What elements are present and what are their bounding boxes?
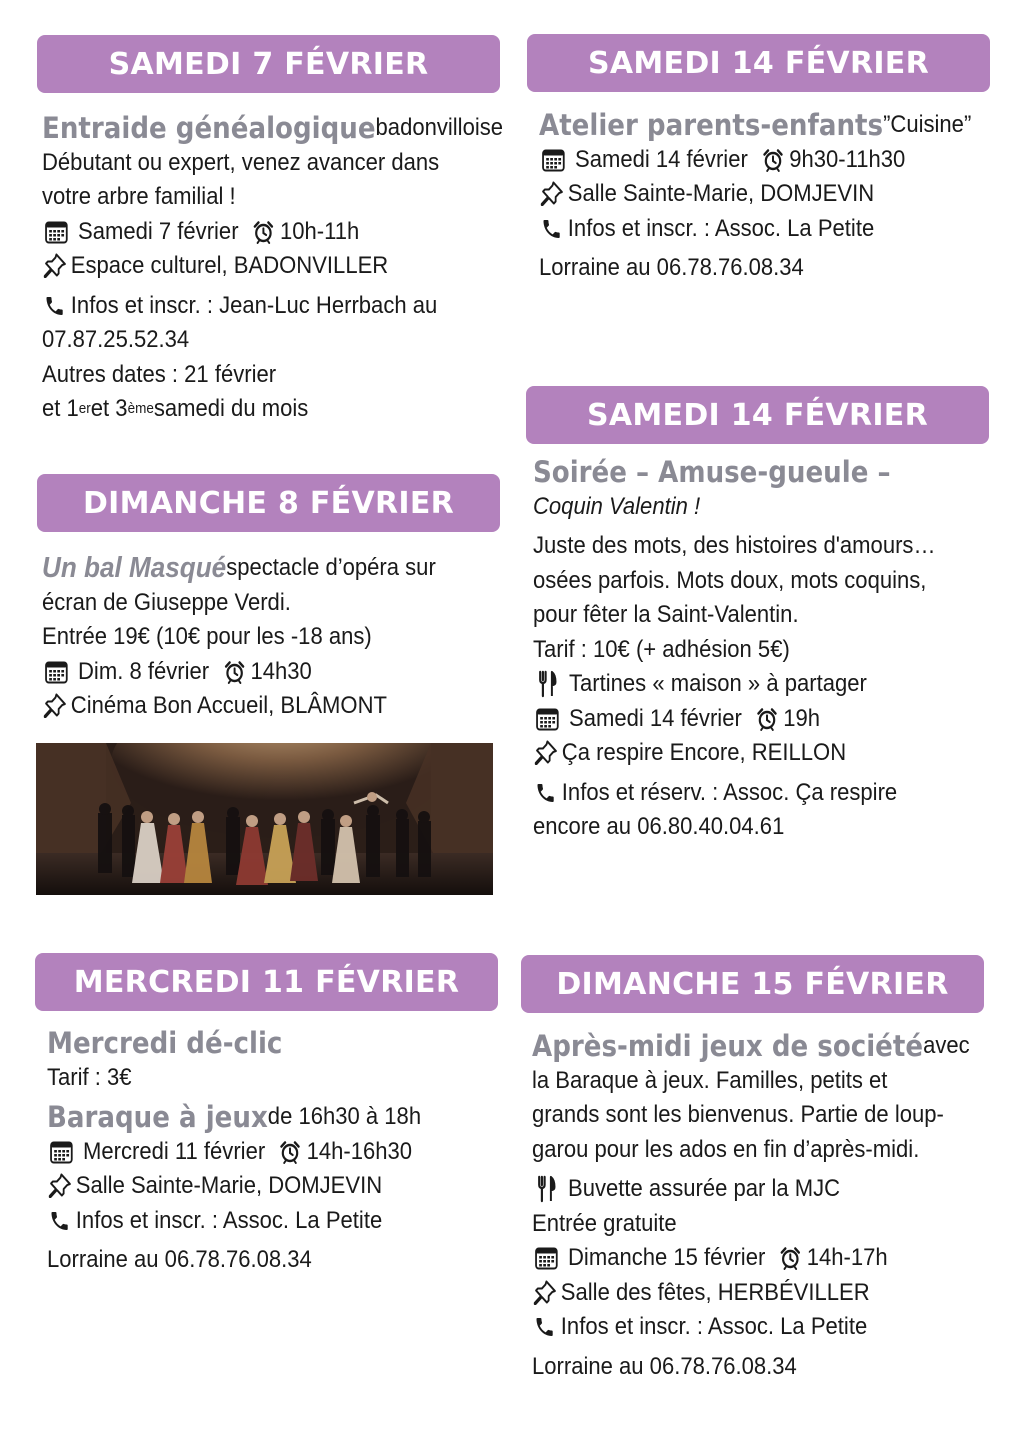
pushpin-icon (539, 180, 564, 208)
event-price: Tarif : 3€ (47, 1063, 132, 1091)
pushpin-icon (47, 1172, 72, 1200)
event-place: Cinéma Bon Accueil, BLÂMONT (70, 692, 387, 719)
cutlery-icon (532, 1175, 561, 1203)
event-description: Débutant ou expert, venez avancer dans (42, 148, 440, 176)
event-entraide-genealogique (42, 111, 503, 427)
event-contact-line (47, 1204, 421, 1239)
event-contact: Infos et inscr. : Assoc. La Petite (75, 1206, 383, 1234)
event-contact: Infos et inscr. : Jean-Luc Herrbach au (70, 291, 438, 319)
event-title-rest: de 16h30 à 18h (267, 1103, 422, 1130)
phone-icon (533, 779, 558, 807)
event-atelier-parents-enfants (539, 108, 971, 286)
calendar-icon (42, 658, 71, 686)
event-subtitle: Coquin Valentin ! (533, 492, 701, 520)
event-soiree-amuse-gueule (533, 455, 936, 845)
event-day: Samedi 7 février (78, 217, 239, 245)
event-entry: Entrée gratuite (532, 1209, 677, 1237)
event-food: Buvette assurée par la MJC (568, 1175, 841, 1202)
event-place-line (533, 736, 936, 771)
event-price: Entrée 19€ (10€ pour les -18 ans) (42, 623, 372, 650)
event-title: Atelier parents-enfants (539, 108, 884, 142)
event-day: Mercredi 11 février (83, 1137, 266, 1165)
event-title: Après-midi jeux de société (532, 1029, 924, 1063)
event-time: 9h30-11h30 (789, 145, 906, 173)
event-title-rest: badonvilloise (375, 114, 504, 141)
event-time: 14h-16h30 (306, 1137, 413, 1165)
event-title-line (532, 1029, 970, 1064)
event-time: 14h-17h (806, 1244, 888, 1271)
event-description: pour fêter la Saint-Valentin. (533, 601, 799, 628)
event-title: Baraque à jeux (47, 1100, 268, 1134)
event-schedule (539, 143, 971, 178)
phone-icon (42, 292, 67, 320)
alarm-clock-icon (754, 705, 779, 733)
alarm-clock-icon (251, 218, 276, 246)
event-day: Samedi 14 février (569, 704, 742, 732)
event-time: 10h-11h (279, 217, 360, 245)
event-description: votre arbre familial ! (42, 183, 236, 210)
event-place-line (42, 249, 503, 284)
event-title: Soirée – Amuse-gueule – (533, 455, 891, 489)
alarm-clock-icon (222, 658, 247, 686)
event-contact-line (42, 289, 503, 324)
cutlery-icon (533, 670, 562, 698)
event-title-line (47, 1026, 421, 1061)
pushpin-icon (42, 692, 67, 720)
event-date-banner: SAMEDI 14 FÉVRIER (526, 386, 989, 444)
event-contact: Infos et inscr. : Assoc. La Petite (560, 1313, 868, 1340)
calendar-icon (539, 146, 568, 174)
event-food-line (533, 667, 936, 702)
event-jeux-de-societe (532, 1029, 970, 1384)
event-contact-number: Lorraine au 06.78.76.08.34 (47, 1246, 312, 1273)
event-description: Juste des mots, des histoires d'amours… (533, 532, 936, 559)
event-title-rest: spectacle d’opéra sur (226, 554, 436, 581)
event-contact-line (532, 1310, 970, 1345)
event-schedule (532, 1241, 970, 1276)
event-contact-number: Lorraine au 06.78.76.08.34 (532, 1352, 797, 1380)
event-place-line (42, 689, 436, 724)
event-place: Salle des fêtes, HERBÉVILLER (560, 1278, 870, 1306)
opera-stage-illustration (36, 743, 493, 895)
calendar-icon (42, 218, 71, 246)
event-description: garou pour les ados en fin d’après-midi. (532, 1135, 920, 1163)
alarm-clock-icon (278, 1138, 303, 1166)
event-price: Tarif : 10€ (+ adhésion 5€) (533, 635, 790, 663)
event-date-banner: DIMANCHE 15 FÉVRIER (521, 955, 984, 1013)
event-bal-masque (42, 551, 436, 724)
opera-stage-photo (36, 743, 493, 895)
event-schedule (42, 655, 436, 690)
event-schedule (533, 702, 936, 737)
event-title: Mercredi dé-clic (47, 1026, 283, 1060)
event-contact: Infos et inscr. : Assoc. La Petite (567, 214, 875, 242)
event-description: grands sont les bienvenus. Partie de loup- (532, 1101, 944, 1128)
event-title-line (533, 455, 936, 490)
event-place-line (539, 177, 971, 212)
event-description: la Baraque à jeux. Familles, petits et (532, 1066, 888, 1094)
event-other-dates: Autres dates : 21 février (42, 360, 277, 388)
event-title: Un bal Masqué (42, 552, 227, 584)
event-day: Dim. 8 février (78, 657, 210, 685)
event-place-line (47, 1169, 421, 1204)
event-place: Ça respire Encore, REILLON (561, 739, 847, 766)
event-food-line (532, 1172, 970, 1207)
phone-icon (47, 1207, 72, 1235)
event-description: écran de Giuseppe Verdi. (42, 588, 291, 616)
pushpin-icon (42, 252, 67, 280)
event-title-line (539, 108, 971, 143)
event-description: osées parfois. Mots doux, mots coquins, (533, 566, 927, 594)
calendar-icon (532, 1244, 561, 1272)
event-contact-line (533, 776, 936, 811)
event-time: 14h30 (250, 657, 312, 685)
pushpin-icon (532, 1279, 557, 1307)
event-place: Espace culturel, BADONVILLER (70, 252, 389, 279)
event-schedule (42, 215, 503, 250)
event-date-banner: SAMEDI 7 FÉVRIER (37, 35, 500, 93)
calendar-icon (47, 1138, 76, 1166)
event-contact-line (539, 212, 971, 247)
calendar-icon (533, 705, 562, 733)
event-date-banner: SAMEDI 14 FÉVRIER (527, 34, 990, 92)
event-mercredi-de-clic (47, 1026, 421, 1278)
event-schedule (47, 1135, 421, 1170)
phone-icon (532, 1313, 557, 1341)
event-contact: Infos et réserv. : Assoc. Ça respire (561, 778, 898, 806)
event-place: Salle Sainte-Marie, DOMJEVIN (75, 1172, 383, 1199)
pushpin-icon (533, 739, 558, 767)
phone-icon (539, 215, 564, 243)
event-day: Samedi 14 février (575, 145, 748, 173)
event-other-dates-detail: et 1 er et 3 ème samedi du mois (42, 395, 309, 422)
event-date-banner: MERCREDI 11 FÉVRIER (35, 953, 498, 1011)
event-title: Entraide généalogique (42, 111, 376, 145)
event-contact-number: 07.87.25.52.34 (42, 326, 190, 353)
alarm-clock-icon (760, 146, 785, 174)
event-title-line (47, 1100, 421, 1135)
event-title-line (42, 551, 436, 586)
event-time: 19h (783, 704, 821, 732)
event-contact-number: encore au 06.80.40.04.61 (533, 813, 785, 840)
event-place-line (532, 1276, 970, 1311)
event-place: Salle Sainte-Marie, DOMJEVIN (567, 180, 875, 207)
event-day: Dimanche 15 février (568, 1244, 766, 1271)
event-contact-number: Lorraine au 06.78.76.08.34 (539, 254, 804, 281)
event-title-rest: avec (923, 1032, 970, 1059)
event-title-line (42, 111, 503, 146)
event-title-rest: ”Cuisine” (883, 111, 972, 138)
event-date-banner: DIMANCHE 8 FÉVRIER (37, 474, 500, 532)
event-food: Tartines « maison » à partager (569, 670, 867, 697)
alarm-clock-icon (778, 1244, 803, 1272)
